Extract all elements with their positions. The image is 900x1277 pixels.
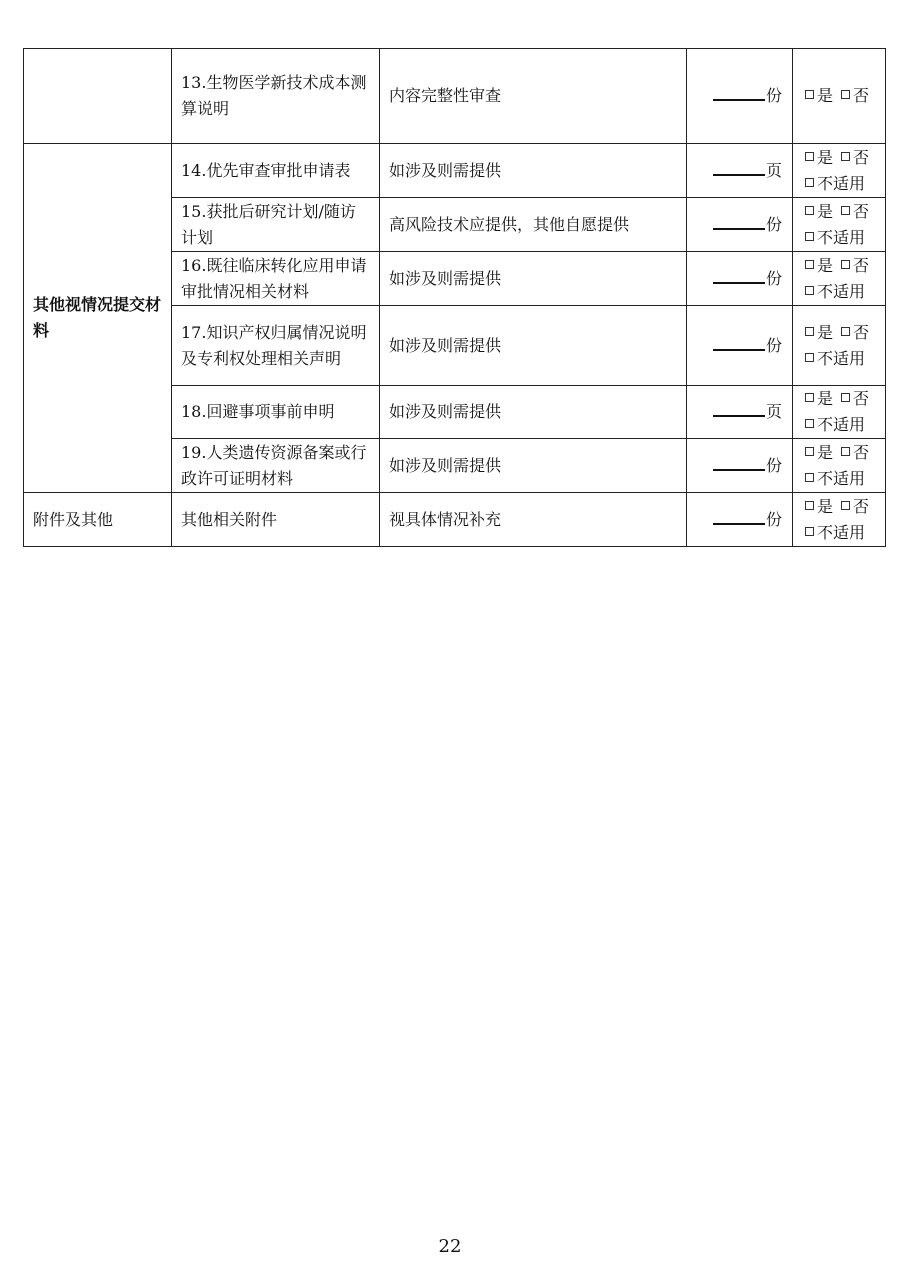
check-cell [793, 252, 886, 306]
option-yes[interactable]: 是 [805, 389, 833, 408]
checkbox-icon[interactable] [841, 327, 850, 336]
quantity-cell [687, 252, 793, 306]
checkbox-icon[interactable] [805, 206, 814, 215]
check-cell [793, 144, 886, 198]
option-yes[interactable]: 是 [805, 323, 833, 342]
unit-label: 页 [765, 160, 782, 180]
option-not-applicable[interactable]: 不适用 [805, 282, 865, 301]
unit-label: 份 [765, 455, 782, 475]
checkbox-icon[interactable] [805, 286, 814, 295]
checkbox-icon[interactable] [805, 501, 814, 510]
quantity-blank[interactable] [713, 469, 765, 471]
materials-checklist-table [23, 48, 886, 547]
category-other-materials: 其他视情况提交材料 [24, 144, 172, 493]
option-not-applicable[interactable]: 不适用 [805, 228, 865, 247]
checkbox-icon[interactable] [805, 527, 814, 536]
checkbox-icon[interactable] [805, 473, 814, 482]
checkbox-icon[interactable] [841, 206, 850, 215]
item-name: 16.既往临床转化应用申请审批情况相关材料 [172, 252, 380, 306]
option-no[interactable]: 否 [841, 148, 869, 167]
option-yes[interactable]: 是 [805, 202, 833, 221]
option-no[interactable]: 否 [841, 256, 869, 275]
check-cell [793, 306, 886, 386]
quantity-cell [687, 386, 793, 439]
checkbox-icon[interactable] [805, 152, 814, 161]
option-not-applicable[interactable]: 不适用 [805, 415, 865, 434]
option-not-applicable[interactable]: 不适用 [805, 174, 865, 193]
quantity-blank[interactable] [713, 349, 765, 351]
unit-label: 份 [765, 268, 782, 288]
item-name: 15.获批后研究计划/随访计划 [172, 198, 380, 252]
item-name: 其他相关附件 [172, 493, 380, 547]
item-name: 13.生物医学新技术成本测算说明 [172, 49, 380, 144]
quantity-cell [687, 144, 793, 198]
check-cell [793, 386, 886, 439]
quantity-blank[interactable] [713, 174, 765, 176]
category-cell-empty [24, 49, 172, 144]
unit-label: 份 [765, 86, 782, 105]
checkbox-icon[interactable] [805, 260, 814, 269]
checkbox-icon[interactable] [805, 90, 814, 99]
item-name: 14.优先审查审批申请表 [172, 144, 380, 198]
check-cell [793, 493, 886, 547]
item-name: 18.回避事项事前申明 [172, 386, 380, 439]
requirement: 如涉及则需提供 [380, 386, 687, 439]
page-number: 22 [438, 1236, 462, 1257]
checkbox-icon[interactable] [805, 353, 814, 362]
checkbox-icon[interactable] [841, 90, 850, 99]
checkbox-icon[interactable] [805, 393, 814, 402]
checkbox-icon[interactable] [841, 393, 850, 402]
option-yes[interactable]: 是 [805, 497, 833, 516]
checkbox-icon[interactable] [805, 178, 814, 187]
checkbox-icon[interactable] [805, 419, 814, 428]
quantity-cell [687, 49, 793, 144]
quantity-blank[interactable] [713, 415, 765, 417]
option-no[interactable]: 否 [841, 202, 869, 221]
option-yes[interactable]: 是 [805, 443, 833, 462]
quantity-cell [687, 439, 793, 493]
item-name: 19.人类遗传资源备案或行政许可证明材料 [172, 439, 380, 493]
option-not-applicable[interactable]: 不适用 [805, 349, 865, 368]
unit-label: 份 [765, 335, 782, 355]
option-no[interactable]: 否 [841, 443, 869, 462]
unit-label: 份 [765, 509, 782, 529]
quantity-cell [687, 198, 793, 252]
quantity-blank[interactable] [713, 523, 765, 525]
option-not-applicable[interactable]: 不适用 [805, 523, 865, 542]
checkbox-icon[interactable] [841, 260, 850, 269]
checkbox-icon[interactable] [805, 447, 814, 456]
option-no[interactable]: 否 [841, 86, 869, 105]
checkbox-icon[interactable] [805, 327, 814, 336]
table-row [24, 144, 886, 198]
option-no[interactable]: 否 [841, 323, 869, 342]
check-cell [793, 198, 886, 252]
table-row [24, 493, 886, 547]
unit-label: 份 [765, 214, 782, 234]
item-name: 17.知识产权归属情况说明及专利权处理相关声明 [172, 306, 380, 386]
quantity-blank[interactable] [713, 282, 765, 284]
option-yes[interactable]: 是 [805, 148, 833, 167]
requirement: 如涉及则需提供 [380, 252, 687, 306]
category-attachments: 附件及其他 [24, 493, 172, 547]
option-yes[interactable]: 是 [805, 86, 833, 105]
quantity-cell [687, 493, 793, 547]
requirement: 内容完整性审查 [380, 49, 687, 144]
check-cell [793, 49, 886, 144]
quantity-blank[interactable] [713, 99, 765, 101]
option-yes[interactable]: 是 [805, 256, 833, 275]
checkbox-icon[interactable] [841, 447, 850, 456]
quantity-blank[interactable] [713, 228, 765, 230]
table-row [24, 49, 886, 144]
quantity-cell [687, 306, 793, 386]
option-not-applicable[interactable]: 不适用 [805, 469, 865, 488]
requirement: 视具体情况补充 [380, 493, 687, 547]
requirement: 高风险技术应提供，其他自愿提供 [380, 198, 687, 252]
check-cell [793, 439, 886, 493]
option-no[interactable]: 否 [841, 389, 869, 408]
requirement: 如涉及则需提供 [380, 439, 687, 493]
checkbox-icon[interactable] [841, 152, 850, 161]
checkbox-icon[interactable] [841, 501, 850, 510]
checkbox-icon[interactable] [805, 232, 814, 241]
requirement: 如涉及则需提供 [380, 306, 687, 386]
option-no[interactable]: 否 [841, 497, 869, 516]
unit-label: 页 [765, 402, 782, 421]
requirement: 如涉及则需提供 [380, 144, 687, 198]
